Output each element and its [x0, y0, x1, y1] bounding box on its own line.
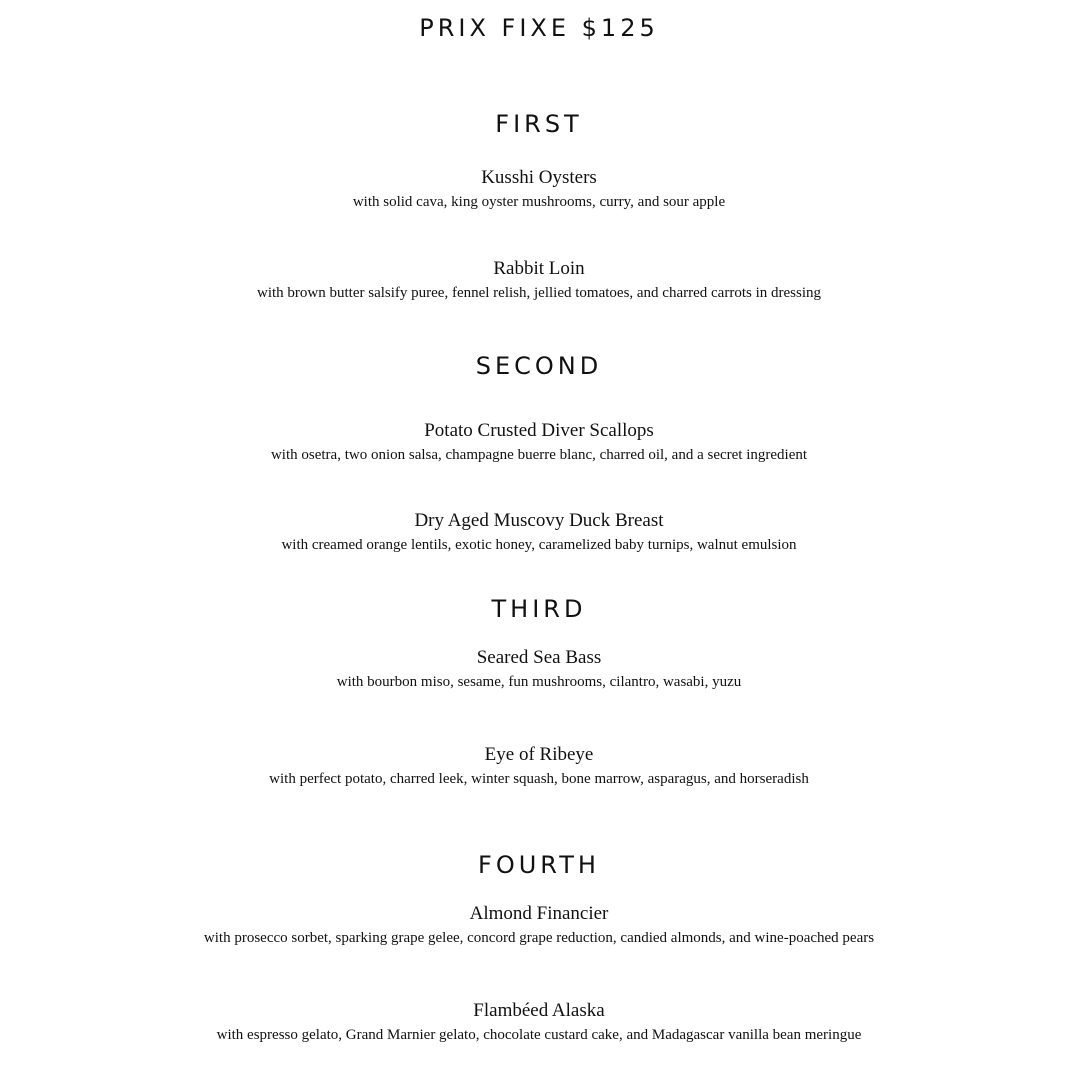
- dish-name: Potato Crusted Diver Scallops: [424, 420, 654, 441]
- dish-item: [0, 166, 1078, 212]
- dish-item: [0, 419, 1078, 465]
- dish-name: Flambéed Alaska: [473, 1000, 605, 1021]
- dish-name: Rabbit Loin: [493, 258, 585, 279]
- dish-item: [0, 646, 1078, 692]
- dish-description: with osetra, two onion salsa, champagne buerre blanc, charred oil, and a secret ingredient: [270, 447, 808, 463]
- dish-name: Almond Financier: [469, 903, 609, 924]
- dish-description: with solid cava, king oyster mushrooms, curry, and sour apple: [352, 194, 726, 210]
- dish-name: Kusshi Oysters: [481, 167, 597, 188]
- dish-name: Seared Sea Bass: [476, 647, 602, 668]
- dish-description: with creamed orange lentils, exotic honey, caramelized baby turnips, walnut emulsion: [281, 537, 797, 553]
- dish-description: with espresso gelato, Grand Marnier gelato, chocolate custard cake, and Madagascar vanilla bean meringue: [216, 1027, 862, 1043]
- dish-description: with perfect potato, charred leek, winter squash, bone marrow, asparagus, and horseradish: [269, 771, 809, 787]
- section-heading-first: FIRST: [495, 110, 583, 138]
- section-heading-fourth: FOURTH: [478, 851, 600, 879]
- dish-item: [0, 999, 1078, 1045]
- dish-name: Eye of Ribeye: [484, 744, 594, 765]
- dish-name: Dry Aged Muscovy Duck Breast: [414, 510, 664, 531]
- section-heading-second: SECOND: [475, 352, 603, 380]
- dish-item: [0, 257, 1078, 303]
- dish-description: with prosecco sorbet, sparking grape gelee, concord grape reduction, candied almonds, and wine-poached pears: [203, 930, 875, 946]
- dish-item: [0, 743, 1078, 789]
- section-heading-third: THIRD: [491, 595, 587, 623]
- dish-item: [0, 902, 1078, 948]
- dish-item: [0, 509, 1078, 555]
- dish-description: with brown butter salsify puree, fennel relish, jellied tomatoes, and charred carrots in dressing: [257, 285, 821, 301]
- menu-title: PRIX FIXE $125: [419, 14, 659, 42]
- dish-description: with bourbon miso, sesame, fun mushrooms, cilantro, wasabi, yuzu: [336, 674, 742, 690]
